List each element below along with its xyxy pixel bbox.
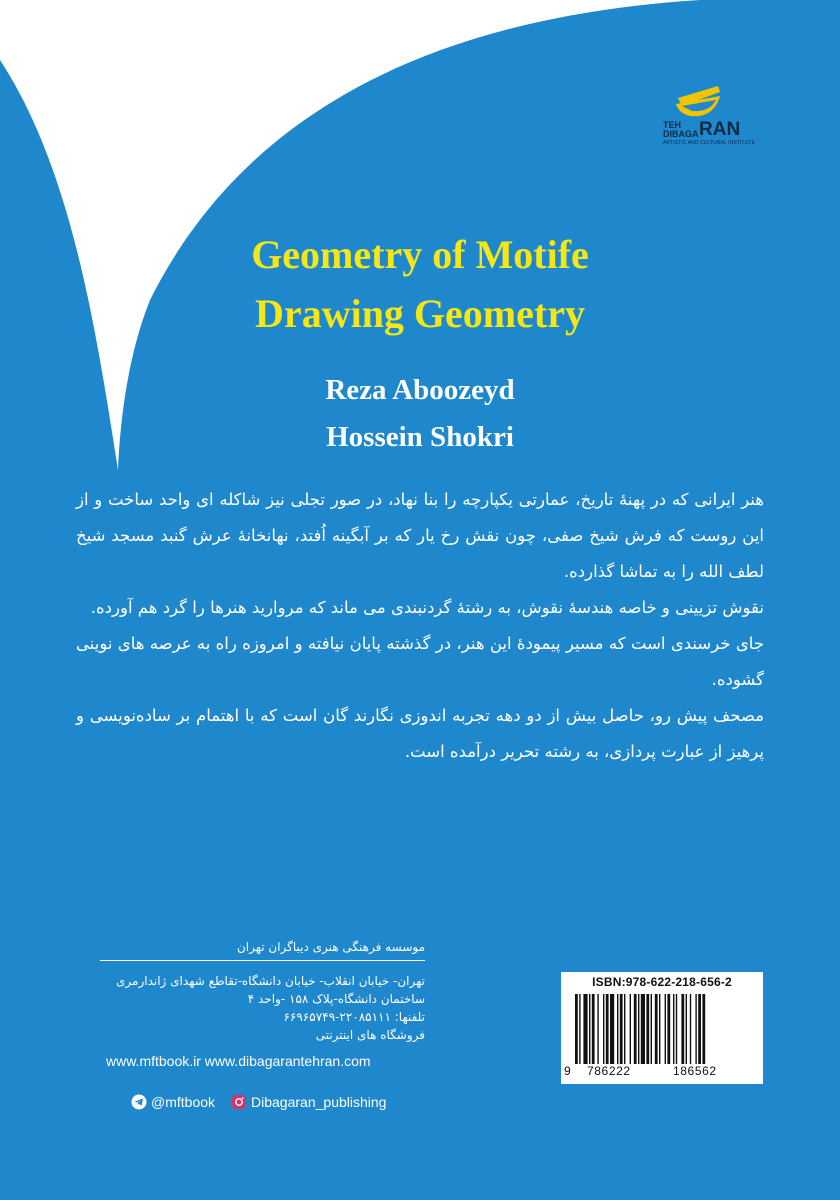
description-paragraph-4: مصحف پیش رو، حاصل بیش از دو دهه تجربه اندوزی نگارند گان است که با اهتمام بر ساده‌نویسی و پرهیز از عبارت پردازی، به رشته تحریر درآمده است. xyxy=(76,706,764,761)
barcode-bar xyxy=(603,994,604,1064)
barcode-left-digits: 786222 xyxy=(587,1064,631,1078)
barcode-bar xyxy=(610,994,614,1064)
barcode-bar xyxy=(583,994,587,1064)
barcode-bar xyxy=(575,994,578,1064)
logo-text-teh: TEH xyxy=(663,120,681,130)
instagram-icon xyxy=(231,1094,247,1110)
logo-text-ran: RAN xyxy=(699,119,741,140)
barcode-bar xyxy=(597,994,598,1064)
logo-text-dibaga: DIBAGA xyxy=(663,129,699,139)
barcode-bar xyxy=(655,994,658,1064)
barcode-bar xyxy=(686,994,687,1064)
publisher-address-line-1: تهران- خیابان انقلاب- خیابان دانشگاه-تقاطع شهدای ژاندارمری xyxy=(116,974,425,988)
barcode-bar xyxy=(646,994,649,1064)
barcode-bar xyxy=(641,994,645,1064)
barcode-bar xyxy=(667,994,670,1064)
author-1: Reza Aboozeyd xyxy=(325,374,515,406)
book-title-line-2: Drawing Geometry xyxy=(255,291,585,336)
social-links xyxy=(131,1092,386,1112)
barcode-bar xyxy=(676,994,677,1064)
barcode-bar xyxy=(579,994,580,1064)
telegram-icon xyxy=(131,1094,147,1110)
description-paragraph-1: هنر ایرانی که در پهنهٔ تاریخ، عمارتی یکپارچه را بنا نهاد، در صور تجلی نیز شاکله ای واحد ساخت و از این روست که فرش شیخ صفی، چون نقش رخ یار که بر آبگینه اُفتد، نهانخانهٔ عرش گنبد مسجد شیخ لطف الله را به تماشا گذارده. xyxy=(76,490,764,581)
author-2: Hossein Shokri xyxy=(326,421,514,453)
barcode-bars xyxy=(573,994,755,1064)
barcode-bar xyxy=(690,994,691,1064)
barcode-bar xyxy=(651,994,652,1064)
barcode-first-digit: 9 xyxy=(564,1064,571,1078)
barcode-bar xyxy=(630,994,631,1064)
barcode-bar xyxy=(673,994,674,1064)
publisher-name: موسسه فرهنگی هنری دیباگران تهران xyxy=(100,938,425,961)
publisher-info xyxy=(100,938,425,1044)
publisher-websites[interactable]: www.mftbook.ir www.dibagarantehran.com xyxy=(106,1053,371,1069)
isbn-text: ISBN:978-622-218-656-2 xyxy=(592,975,732,989)
description-paragraph-3: جای خرسندی است که مسیر پیمودهٔ این هنر، در گذشته پایان نیافته و امروزه راه به عرصه های نوینی گشوده. xyxy=(76,634,764,689)
book-description xyxy=(76,482,764,770)
barcode-bar xyxy=(620,994,623,1064)
logo-subtitle: ARTISTIC AND CULTURAL INSTITUTE xyxy=(663,140,755,146)
barcode-bar xyxy=(638,994,639,1064)
book-title-line-1: Geometry of Motife xyxy=(251,232,589,277)
barcode-bar xyxy=(634,994,637,1064)
barcode-bar xyxy=(659,994,660,1064)
barcode-bar xyxy=(624,994,625,1064)
barcode-right-digits: 186562 xyxy=(673,1064,717,1078)
telegram-handle[interactable]: @mftbook xyxy=(151,1094,216,1110)
barcode-bar xyxy=(589,994,590,1064)
barcode-bar xyxy=(665,994,666,1064)
instagram-handle[interactable]: Dibagaran_publishing xyxy=(251,1094,387,1110)
online-stores-label: فروشگاه های اینترنتی xyxy=(315,1028,425,1042)
logo-emblem-icon xyxy=(672,80,726,122)
isbn-barcode xyxy=(561,972,763,1084)
publisher-phones: تلفنها: ۲۲۰۸۵۱۱۱-۶۶۹۶۵۷۴۹ xyxy=(283,1010,425,1024)
barcode-bar xyxy=(606,994,609,1064)
barcode-bar xyxy=(695,994,696,1064)
barcode-bar xyxy=(592,994,595,1064)
barcode-bar xyxy=(698,994,701,1064)
publisher-logo xyxy=(660,76,755,176)
description-paragraph-2: نقوش تزیینی و خاصه هندسهٔ نقوش، به رشتهٔ گردنبندی می ماند که مروارید هنرها را گرد هم آورده. xyxy=(90,598,764,617)
barcode-bar xyxy=(617,994,618,1064)
barcode-bar xyxy=(702,994,705,1064)
publisher-address-line-2: ساختمان دانشگاه-پلاک ۱۵۸ -واحد ۴ xyxy=(247,992,425,1006)
barcode-bar xyxy=(681,994,684,1064)
